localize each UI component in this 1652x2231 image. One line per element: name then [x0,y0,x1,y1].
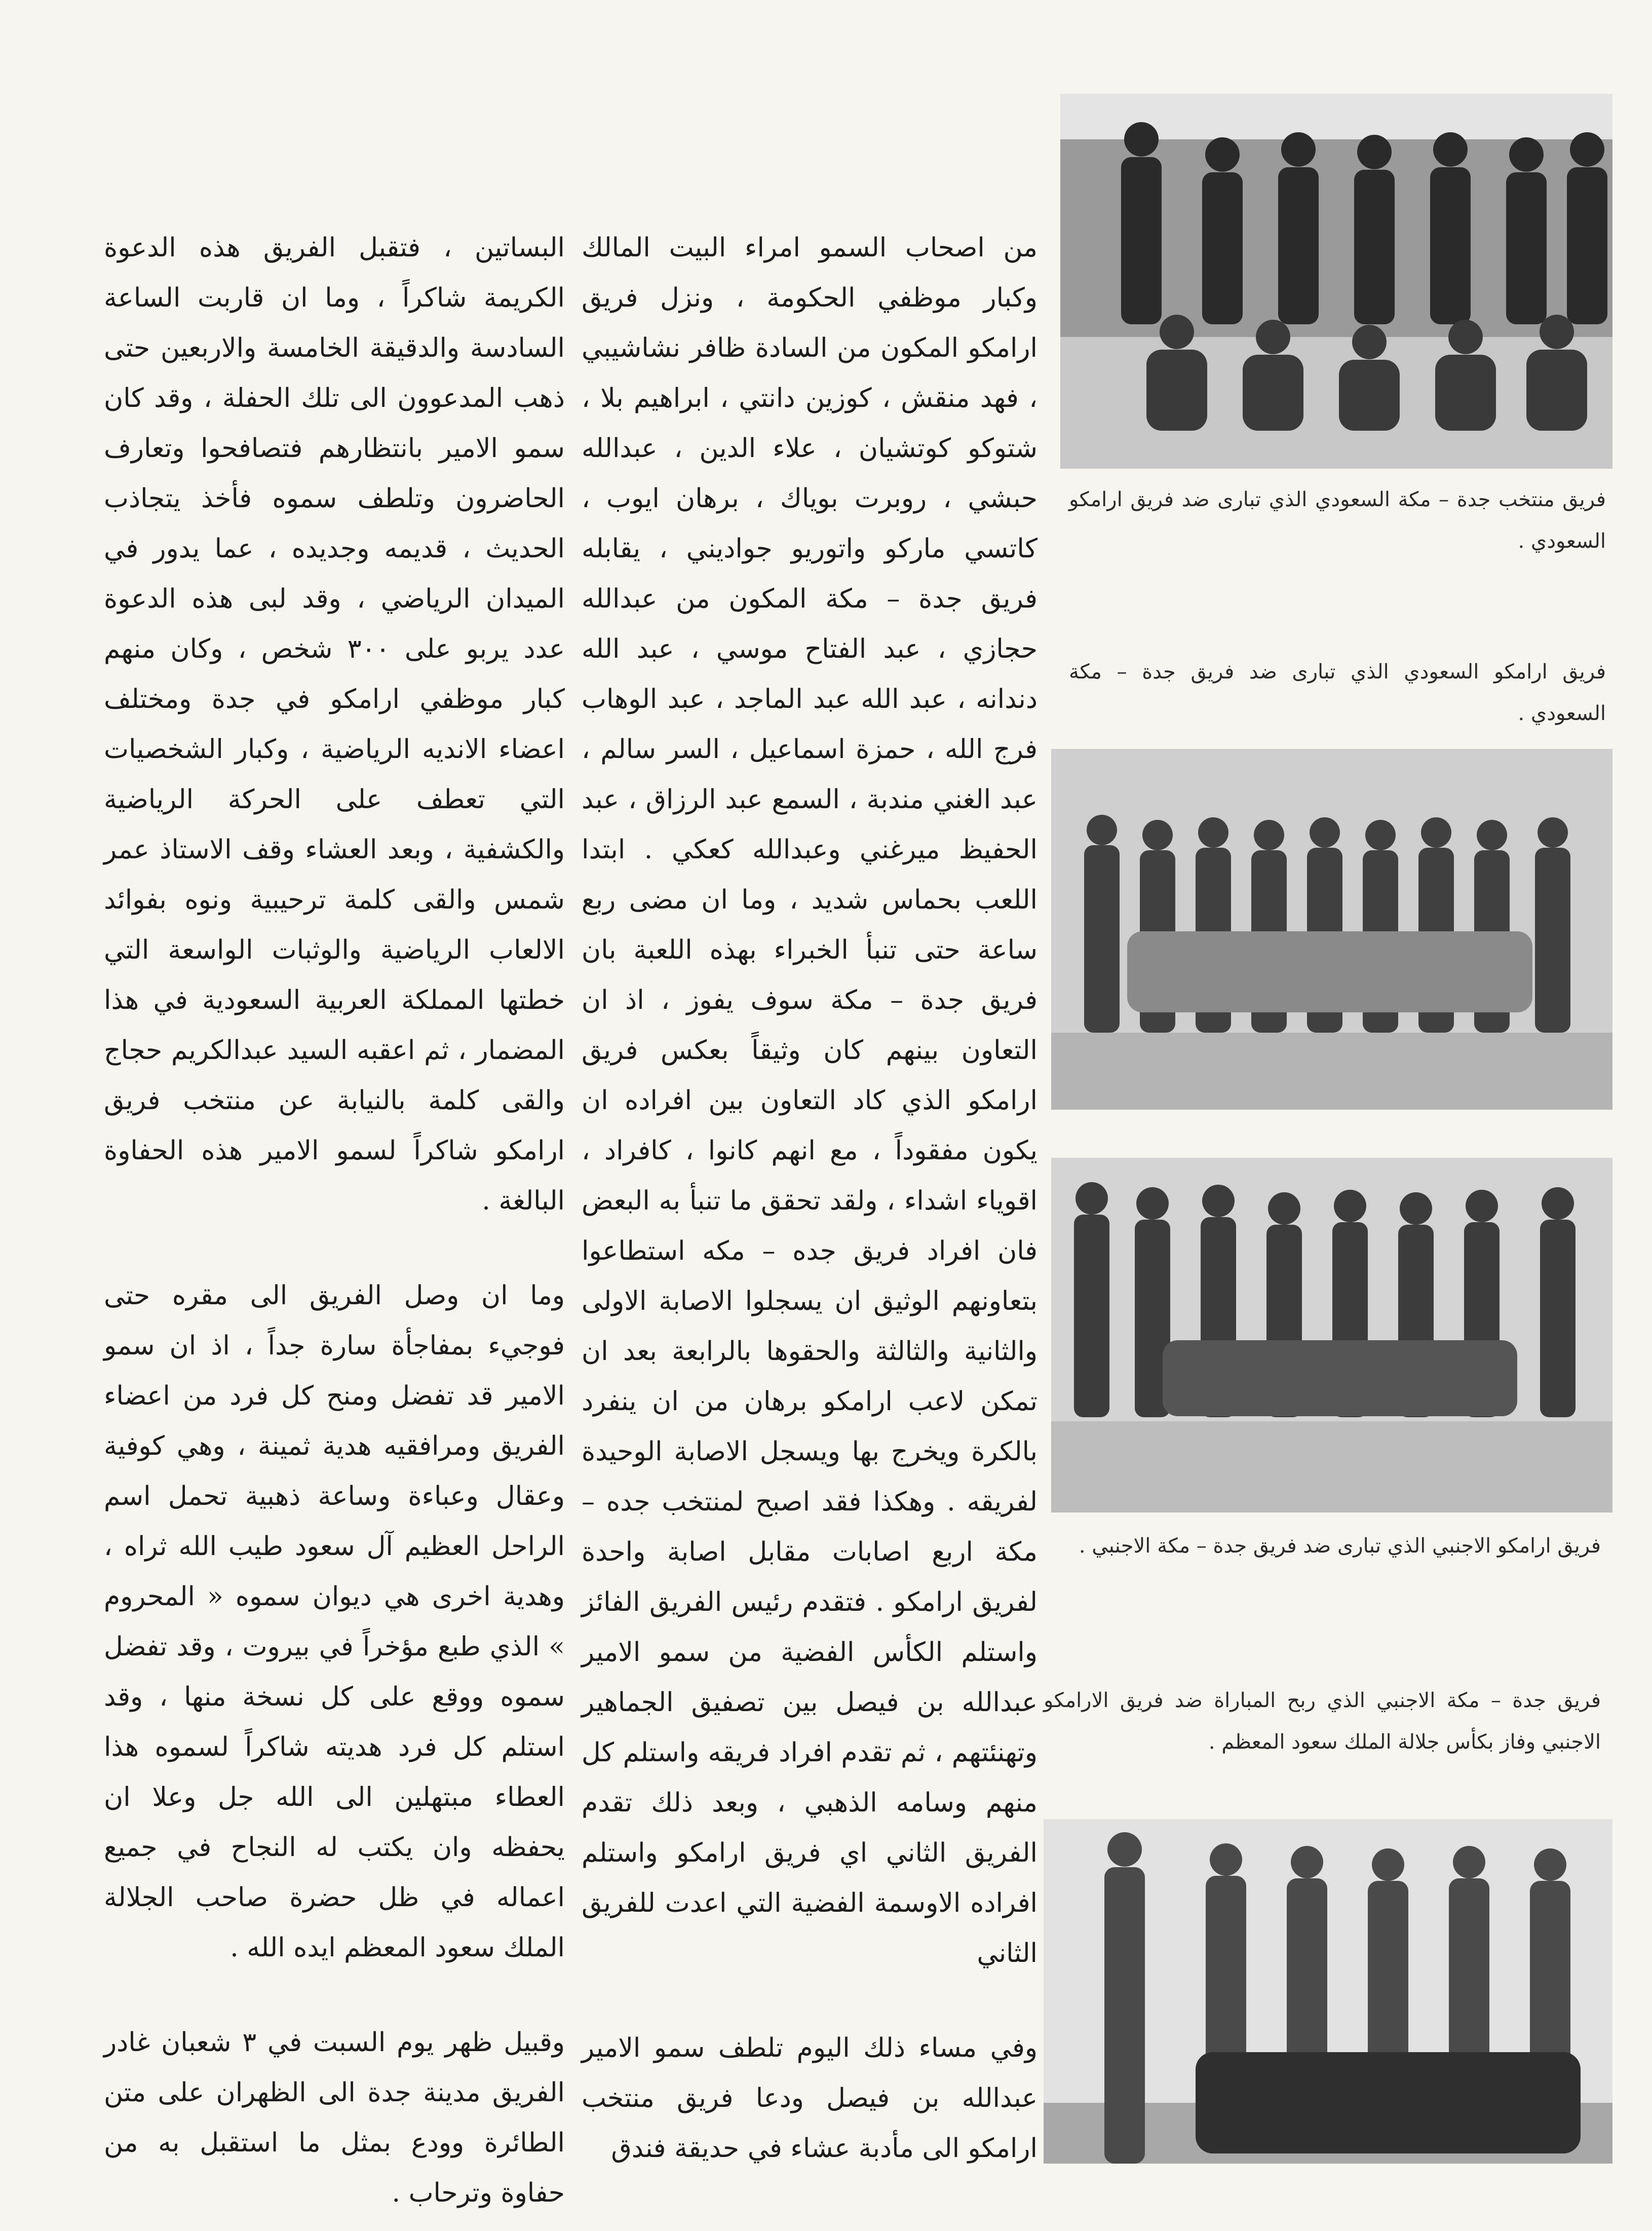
article-paragraph: البساتين ، فتقبل الفريق هذه الدعوة الكريمة شاكراً ، وما ان قاربت الساعة السادسة والدقيقة الخامسة والاربعين حتى ذهب المدعوون الى تلك الحفلة ، وقد كان سمو الامير بانتظارهم فتصافحوا وتعارف الحاضرون وتلطف سموه فأخذ يتجاذب الحديث ، قديمه وجديده ، عما يدور في الميدان الرياضي ، وقد لبى هذه الدعوة عدد يربو على ٣٠٠ شخص ، وكان منهم كبار موظفي ارامكو في جدة ومختلف اعضاء الانديه الرياضية ، وكبار الشخصيات التي تعطف على الحركة الرياضية والكشفية ، وبعد العشاء وقف الاستاذ عمر شمس والقى كلمة ترحيبية ونوه بفوائد الالعاب الرياضية والوثبات الواسعة التي خطتها المملكة العربية السعودية في هذا المضمار ، ثم اعقبه السيد عبدالكريم حجاج والقى كلمة بالنيابة عن منتخب فريق ارامكو شاكراً لسمو الامير هذه الحفاوة البالغة . [104,233,565,1216]
photo-caption-3: فريق ارامكو الاجنبي الذي تبارى ضد فريق جدة – مكة الاجنبي . [1079,1534,1601,1558]
photo-caption-1: فريق منتخب جدة – مكة السعودي الذي تبارى ضد فريق ارامكو السعودي . [1069,488,1606,553]
article-column-left [104,223,565,2208]
article-paragraph: وقبيل ظهر يوم السبت في ٣ شعبان غادر الفريق مدينة جدة الى الظهران على متن الطائرة وودع بمثل ما استقبل به من حفاوة وترحاب . [104,2027,565,2208]
article-paragraph: من اصحاب السمو امراء البيت المالك وكبار موظفي الحكومة ، ونزل فريق ارامكو المكون من السادة ظافر نشاشيبي ، فهد منقش ، كوزين دانتي ، ابراهيم بلا ، شتوكو كوتشيان ، علاء الدين ، عبدالله حبشي ، روبرت بوياك ، برهان ايوب ، كاتسي ماركو واتوريو جواديني ، يقابله فريق جدة – مكة المكون من عبدالله حجازي ، عبد الفتاح موسي ، عبد الله دندانه ، عبد الله عبد الماجد ، عبد الوهاب فرج الله ، حمزة اسماعيل ، السر سالم ، عبد الغني مندبة ، السمع عبد الرزاق ، عبد الحفيظ ميرغني وعبدالله كعكي . ابتدا اللعب بحماس شديد ، وما ان مضى ربع ساعة حتى تنبأ الخبراء بهذه اللعبة بان فريق جدة – مكة سوف يفوز ، اذ ان التعاون بينهم كان وثيقاً بعكس فريق ارامكو الذي كاد التعاون بين افراده ان يكون مفقوداً ، مع انهم كانوا ، كافراد ، اقوياء اشداء ، ولقد تحقق ما تنبأ به البعض فان افراد فريق جده – مكه استطاعوا بتعاونهم الوثيق ان يسجلوا الاصابة الاولى والثانية والثالثة والحقوها بالرابعة بعد ان تمكن لاعب ارامكو برهان من ان ينفرد بالكرة ويخرج بها ويسجل الاصابة الوحيدة لفريقه . وهكذا فقد اصبح لمنتخب جده – مكة اربع اصابات مقابل اصابة واحدة لفريق ارامكو . فتقدم رئيس الفريق الفائز واستلم الكأس الفضية من سمو الامير عبدالله بن فيصل بين تصفيق الجماهير وتهنئتهم ، ثم تقدم افراد فريقه واستلم كل منهم وسامه الذهبي ، وبعد ذلك تقدم الفريق الثاني اي فريق ارامكو واستلم افراده الاوسمة الفضية التي اعدت للفريق الثاني [582,233,1038,1969]
team-photo-2 [1051,749,1612,1110]
article-paragraph: وما ان وصل الفريق الى مقره حتى فوجيء بمفاجأة سارة جداً ، اذ ان سمو الامير قد تفضل ومنح كل فرد من اعضاء الفريق ومرافقيه هدية ثمينة ، وهي كوفية وعقال وعباءة وساعة ذهبية تحمل اسم الراحل العظيم آل سعود طيب الله ثراه ، وهدية اخرى هي ديوان سموه « المحروم » الذي طبع مؤخراً في بيروت ، وقد تفضل سموه ووقع على كل نسخة منها ، وقد استلم كل فرد هديته شاكراً لسموه هذا العطاء مبتهلين الى الله جل وعلا ان يحفظه وان يكتب له النجاح في جميع اعماله في ظل حضرة صاحب الجلالة الملك سعود المعظم ايده الله . [104,1280,565,1963]
article-paragraph: وفي مساء ذلك اليوم تلطف سمو الامير عبدالله بن فيصل ودعا فريق منتخب ارامكو الى مأدبة عشاء في حديقة فندق [582,2033,1038,2164]
photo-caption-2: فريق ارامكو السعودي الذي تبارى ضد فريق جدة – مكة السعودي . [1069,660,1606,725]
article-column-middle [582,223,1038,2164]
team-photo-1 [1060,94,1612,469]
team-photo-4 [1044,1819,1612,2164]
team-photo-3 [1051,1158,1612,1512]
photo-caption-4: فريق جدة – مكة الاجنبي الذي ربح المباراة ضد فريق الارامكو الاجنبي وفاز بكأس جلالة الملك سعود المعظم . [1044,1689,1601,1754]
